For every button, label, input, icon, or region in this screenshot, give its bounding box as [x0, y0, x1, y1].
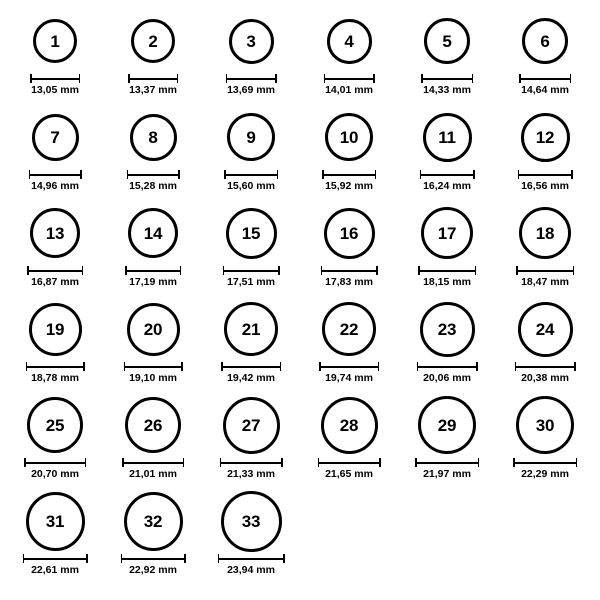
ring-circle-wrap: [26, 490, 85, 552]
ring-circle-wrap: [521, 106, 570, 168]
ring-circle-wrap: [324, 202, 375, 264]
ring-diameter-ruler: [220, 458, 283, 467]
ring-circle-wrap: [321, 394, 378, 456]
ring-diameter-ruler: [29, 170, 82, 179]
ruler-tick-right: [376, 266, 378, 275]
ring-circle-wrap: [29, 298, 82, 360]
ruler-tick-left: [30, 74, 32, 83]
ruler-bar: [513, 462, 577, 464]
ring-circle-wrap: [131, 10, 175, 72]
ruler-tick-left: [226, 74, 228, 83]
ruler-tick-right: [475, 266, 477, 275]
ring-diameter-ruler: [321, 266, 378, 275]
ring-circle-wrap: [27, 394, 83, 456]
ring-diameter-label: 15,28 mm: [129, 180, 177, 192]
ruler-tick-left: [418, 266, 420, 275]
ring-size-item[interactable]: [202, 490, 300, 586]
ring-diameter-label: 16,24 mm: [423, 180, 471, 192]
ruler-tick-left: [224, 170, 226, 179]
ring-circle-wrap: [227, 106, 275, 168]
ring-diameter-label: 13,69 mm: [227, 84, 275, 96]
ring-size-item[interactable]: [300, 202, 398, 298]
ruler-tick-right: [79, 74, 81, 83]
ruler-tick-right: [82, 266, 84, 275]
ring-circle-icon: [128, 208, 178, 258]
ring-circle-icon: [130, 114, 177, 161]
ring-size-item[interactable]: [6, 10, 104, 106]
ring-circle-wrap: [33, 10, 77, 72]
ring-circle-wrap: [519, 202, 571, 264]
ring-diameter-label: 16,56 mm: [521, 180, 569, 192]
ring-circle-icon: [221, 491, 282, 552]
ring-circle-icon: [325, 113, 373, 161]
ring-diameter-label: 19,74 mm: [325, 372, 373, 384]
ring-diameter-label: 23,94 mm: [227, 564, 275, 576]
ring-diameter-ruler: [30, 74, 80, 83]
ruler-tick-right: [281, 458, 283, 467]
ring-circle-icon: [324, 208, 375, 259]
ruler-tick-left: [518, 170, 520, 179]
ring-diameter-ruler: [124, 362, 183, 371]
ring-circle-wrap: [130, 106, 177, 168]
ruler-tick-right: [280, 362, 282, 371]
ring-circle-icon: [224, 302, 278, 356]
ruler-tick-left: [221, 362, 223, 371]
ring-diameter-ruler: [218, 554, 285, 563]
ruler-tick-right: [275, 74, 277, 83]
ring-circle-wrap: [32, 106, 79, 168]
ring-circle-wrap: [124, 490, 183, 552]
ruler-bar: [23, 558, 88, 560]
ruler-tick-left: [27, 266, 29, 275]
ring-diameter-label: 19,10 mm: [129, 372, 177, 384]
ruler-tick-left: [24, 458, 26, 467]
ruler-tick-right: [283, 554, 285, 563]
ruler-tick-left: [515, 362, 517, 371]
ruler-tick-left: [26, 362, 28, 371]
ruler-tick-left: [124, 362, 126, 371]
ring-size-number: 30: [535, 415, 555, 435]
ring-circle-wrap: [325, 106, 373, 168]
ring-circle-wrap: [518, 298, 573, 360]
ring-size-item[interactable]: [496, 202, 594, 298]
ruler-tick-left: [128, 74, 130, 83]
ring-circle-wrap: [522, 10, 568, 72]
ring-circle-wrap: [128, 202, 178, 264]
ring-size-number: 3: [246, 31, 256, 51]
ruler-tick-left: [122, 458, 124, 467]
ring-diameter-ruler: [121, 554, 186, 563]
ring-diameter-label: 22,29 mm: [521, 468, 569, 480]
ruler-tick-right: [472, 74, 474, 83]
ring-diameter-label: 13,37 mm: [129, 84, 177, 96]
ring-diameter-label: 18,15 mm: [423, 276, 471, 288]
ring-diameter-ruler: [319, 362, 379, 371]
ruler-bar: [421, 78, 473, 80]
ring-size-number: 22: [339, 319, 359, 339]
ruler-tick-left: [417, 362, 419, 371]
ruler-bar: [125, 270, 181, 272]
ruler-bar: [30, 78, 80, 80]
ring-size-item[interactable]: [398, 202, 496, 298]
ring-size-item[interactable]: [398, 106, 496, 202]
ring-diameter-label: 14,64 mm: [521, 84, 569, 96]
ring-diameter-label: 15,92 mm: [325, 180, 373, 192]
ring-size-number: 6: [540, 31, 550, 51]
ring-diameter-ruler: [223, 266, 280, 275]
ruler-tick-right: [183, 458, 185, 467]
ring-diameter-ruler: [519, 74, 571, 83]
ring-diameter-label: 20,70 mm: [31, 468, 79, 480]
ring-size-item[interactable]: [300, 298, 398, 394]
ruler-tick-right: [180, 266, 182, 275]
ruler-tick-left: [513, 458, 515, 467]
ring-diameter-ruler: [224, 170, 278, 179]
ruler-tick-right: [85, 458, 87, 467]
ring-size-number: 9: [246, 127, 256, 147]
ruler-bar: [415, 462, 479, 464]
ruler-bar: [322, 174, 376, 176]
ruler-tick-right: [473, 170, 475, 179]
ring-circle-wrap: [327, 10, 372, 72]
ring-circle-icon: [27, 397, 83, 453]
ring-size-number: 32: [143, 511, 163, 531]
ring-diameter-label: 18,47 mm: [521, 276, 569, 288]
ring-size-item[interactable]: [6, 490, 104, 586]
ring-size-item[interactable]: [104, 10, 202, 106]
ring-circle-icon: [423, 113, 472, 162]
ring-size-number: 19: [45, 319, 65, 339]
ring-diameter-label: 17,51 mm: [227, 276, 275, 288]
ring-diameter-label: 20,06 mm: [423, 372, 471, 384]
ring-size-item[interactable]: [104, 490, 202, 586]
ring-diameter-label: 21,33 mm: [227, 468, 275, 480]
ring-circle-wrap: [516, 394, 574, 456]
ring-size-number: 25: [45, 415, 65, 435]
ring-size-item[interactable]: [202, 394, 300, 490]
ruler-tick-right: [184, 554, 186, 563]
ring-diameter-label: 18,78 mm: [31, 372, 79, 384]
ring-size-item[interactable]: [202, 106, 300, 202]
ring-size-number: 21: [241, 319, 261, 339]
ruler-bar: [26, 366, 85, 368]
ring-diameter-ruler: [324, 74, 375, 83]
ring-size-item[interactable]: [104, 202, 202, 298]
ring-circle-wrap: [226, 202, 277, 264]
ring-size-number: 14: [143, 223, 163, 243]
ruler-tick-right: [278, 266, 280, 275]
ring-diameter-label: 14,01 mm: [325, 84, 373, 96]
ruler-bar: [122, 462, 184, 464]
ring-size-number: 27: [241, 415, 261, 435]
ring-diameter-label: 13,05 mm: [31, 84, 79, 96]
ring-diameter-label: 19,42 mm: [227, 372, 275, 384]
ring-diameter-ruler: [516, 266, 574, 275]
ruler-bar: [420, 174, 475, 176]
ring-diameter-ruler: [226, 74, 277, 83]
ring-diameter-ruler: [221, 362, 281, 371]
ruler-tick-left: [321, 266, 323, 275]
ring-size-number: 16: [339, 223, 359, 243]
ring-circle-icon: [418, 396, 476, 454]
ring-circle-wrap: [322, 298, 376, 360]
ring-size-item[interactable]: [202, 10, 300, 106]
ring-circle-icon: [32, 114, 79, 161]
ruler-tick-right: [177, 74, 179, 83]
ring-size-number: 4: [344, 31, 354, 51]
ring-diameter-ruler: [417, 362, 478, 371]
ring-circle-icon: [424, 18, 470, 64]
ruler-tick-left: [421, 74, 423, 83]
ruler-tick-right: [86, 554, 88, 563]
ring-diameter-ruler: [421, 74, 473, 83]
ring-circle-icon: [421, 207, 473, 259]
ring-size-number: 11: [438, 127, 456, 147]
ring-diameter-label: 21,01 mm: [129, 468, 177, 480]
ruler-bar: [220, 462, 283, 464]
ruler-tick-right: [570, 74, 572, 83]
ring-diameter-ruler: [515, 362, 576, 371]
ring-size-number: 18: [535, 223, 555, 243]
ring-circle-icon: [322, 302, 376, 356]
ruler-tick-left: [519, 74, 521, 83]
ring-circle-icon: [522, 18, 568, 64]
ruler-tick-left: [319, 362, 321, 371]
ruler-tick-left: [29, 170, 31, 179]
ring-size-number: 26: [143, 415, 163, 435]
ruler-tick-right: [373, 74, 375, 83]
ring-diameter-ruler: [127, 170, 180, 179]
ruler-tick-right: [476, 362, 478, 371]
ring-diameter-label: 15,60 mm: [227, 180, 275, 192]
ruler-bar: [319, 366, 379, 368]
ring-size-item[interactable]: [398, 298, 496, 394]
ring-diameter-ruler: [318, 458, 381, 467]
ruler-tick-right: [573, 266, 575, 275]
ring-size-item[interactable]: [6, 106, 104, 202]
ring-diameter-ruler: [27, 266, 83, 275]
ring-size-number: 28: [339, 415, 359, 435]
ruler-tick-right: [571, 170, 573, 179]
ring-circle-icon: [229, 19, 274, 64]
ruler-bar: [318, 462, 381, 464]
ring-grid: [6, 10, 594, 586]
ruler-bar: [128, 78, 178, 80]
ring-diameter-label: 16,87 mm: [31, 276, 79, 288]
ruler-tick-left: [324, 74, 326, 83]
ruler-bar: [218, 558, 285, 560]
ruler-bar: [224, 174, 278, 176]
ring-diameter-label: 22,92 mm: [129, 564, 177, 576]
ring-size-number: 12: [535, 127, 555, 147]
ring-circle-wrap: [418, 394, 476, 456]
ring-size-item[interactable]: [496, 394, 594, 490]
ring-circle-wrap: [223, 394, 280, 456]
ruler-tick-right: [80, 170, 82, 179]
ruler-bar: [27, 270, 83, 272]
ruler-bar: [418, 270, 476, 272]
ruler-bar: [417, 366, 478, 368]
ring-diameter-ruler: [122, 458, 184, 467]
ring-size-item[interactable]: [104, 298, 202, 394]
ring-circle-wrap: [420, 298, 475, 360]
ring-diameter-label: 20,38 mm: [521, 372, 569, 384]
ring-circle-icon: [33, 19, 77, 63]
ring-size-number: 17: [437, 223, 457, 243]
ring-circle-icon: [516, 396, 574, 454]
ring-size-item[interactable]: [398, 10, 496, 106]
ring-circle-icon: [124, 492, 183, 551]
ruler-tick-left: [516, 266, 518, 275]
ruler-tick-right: [576, 458, 578, 467]
ruler-tick-left: [322, 170, 324, 179]
ring-diameter-ruler: [420, 170, 475, 179]
ruler-tick-left: [23, 554, 25, 563]
ring-circle-icon: [127, 303, 180, 356]
ring-circle-icon: [227, 113, 275, 161]
ring-size-number: 33: [241, 511, 261, 531]
ring-circle-wrap: [127, 298, 180, 360]
ruler-bar: [127, 174, 180, 176]
ring-diameter-ruler: [518, 170, 573, 179]
ring-size-item[interactable]: [104, 394, 202, 490]
ring-size-item[interactable]: [6, 202, 104, 298]
ring-diameter-ruler: [128, 74, 178, 83]
ring-size-number: 31: [45, 511, 65, 531]
ring-size-item[interactable]: [6, 394, 104, 490]
ring-diameter-ruler: [26, 362, 85, 371]
ring-size-number: 20: [143, 319, 163, 339]
ring-size-number: 1: [50, 31, 60, 51]
ruler-tick-left: [223, 266, 225, 275]
ring-circle-icon: [223, 397, 280, 454]
ring-circle-wrap: [424, 10, 470, 72]
ring-circle-wrap: [421, 202, 473, 264]
ring-circle-icon: [518, 302, 573, 357]
ring-size-number: 10: [339, 127, 359, 147]
ring-size-number: 8: [148, 127, 158, 147]
ring-circle-wrap: [221, 490, 282, 552]
ruler-tick-right: [378, 362, 380, 371]
ruler-tick-right: [178, 170, 180, 179]
ruler-tick-right: [478, 458, 480, 467]
ring-circle-icon: [327, 19, 372, 64]
ruler-tick-left: [121, 554, 123, 563]
ring-size-number: 24: [535, 319, 555, 339]
ring-size-item[interactable]: [202, 202, 300, 298]
ring-circle-wrap: [423, 106, 472, 168]
ring-size-item[interactable]: [6, 298, 104, 394]
ring-size-item[interactable]: [104, 106, 202, 202]
ring-size-number: 7: [50, 127, 60, 147]
ring-diameter-ruler: [23, 554, 88, 563]
ruler-tick-left: [127, 170, 129, 179]
ring-diameter-ruler: [322, 170, 376, 179]
ring-diameter-label: 21,65 mm: [325, 468, 373, 480]
ring-size-number: 2: [148, 31, 158, 51]
ruler-tick-left: [415, 458, 417, 467]
ruler-tick-right: [574, 362, 576, 371]
ring-size-number: 29: [437, 415, 457, 435]
ring-diameter-ruler: [125, 266, 181, 275]
ring-circle-icon: [519, 207, 571, 259]
ruler-bar: [221, 366, 281, 368]
ruler-tick-right: [277, 170, 279, 179]
ring-diameter-label: 14,96 mm: [31, 180, 79, 192]
ring-size-item[interactable]: [496, 106, 594, 202]
ring-diameter-ruler: [24, 458, 86, 467]
ruler-tick-left: [318, 458, 320, 467]
ring-size-number: 23: [437, 319, 457, 339]
ring-diameter-label: 17,19 mm: [129, 276, 177, 288]
ring-size-item[interactable]: [496, 10, 594, 106]
ruler-bar: [121, 558, 186, 560]
ruler-bar: [324, 78, 375, 80]
ring-size-item[interactable]: [202, 298, 300, 394]
ruler-bar: [223, 270, 280, 272]
ring-size-item[interactable]: [300, 394, 398, 490]
ring-size-item[interactable]: [300, 10, 398, 106]
ring-circle-icon: [30, 208, 80, 258]
ring-circle-icon: [420, 302, 475, 357]
ruler-tick-right: [379, 458, 381, 467]
ruler-bar: [518, 174, 573, 176]
ring-diameter-ruler: [415, 458, 479, 467]
ruler-tick-left: [220, 458, 222, 467]
ruler-tick-right: [375, 170, 377, 179]
ring-circle-wrap: [125, 394, 181, 456]
ring-diameter-ruler: [513, 458, 577, 467]
ruler-bar: [24, 462, 86, 464]
ruler-tick-right: [83, 362, 85, 371]
ring-circle-icon: [521, 113, 570, 162]
ruler-bar: [226, 78, 277, 80]
ruler-bar: [519, 78, 571, 80]
ring-diameter-label: 21,97 mm: [423, 468, 471, 480]
ruler-bar: [515, 366, 576, 368]
ring-circle-wrap: [224, 298, 278, 360]
ruler-bar: [29, 174, 82, 176]
ruler-bar: [124, 366, 183, 368]
ring-circle-icon: [29, 303, 82, 356]
ring-circle-icon: [131, 19, 175, 63]
ring-size-item[interactable]: [496, 298, 594, 394]
ring-size-item[interactable]: [398, 394, 496, 490]
ring-size-item[interactable]: [300, 106, 398, 202]
ring-diameter-label: 14,33 mm: [423, 84, 471, 96]
ruler-bar: [516, 270, 574, 272]
ring-circle-icon: [226, 208, 277, 259]
ring-circle-icon: [125, 397, 181, 453]
ring-circle-icon: [321, 397, 378, 454]
ring-diameter-ruler: [418, 266, 476, 275]
ruler-tick-right: [181, 362, 183, 371]
ring-diameter-label: 22,61 mm: [31, 564, 79, 576]
ruler-tick-left: [218, 554, 220, 563]
ring-size-number: 13: [45, 223, 65, 243]
ring-diameter-label: 17,83 mm: [325, 276, 373, 288]
ring-size-number: 5: [442, 31, 452, 51]
ruler-bar: [321, 270, 378, 272]
ring-circle-icon: [26, 492, 85, 551]
ring-size-number: 15: [241, 223, 261, 243]
ring-circle-wrap: [229, 10, 274, 72]
ruler-tick-left: [420, 170, 422, 179]
ruler-tick-left: [125, 266, 127, 275]
ring-circle-wrap: [30, 202, 80, 264]
